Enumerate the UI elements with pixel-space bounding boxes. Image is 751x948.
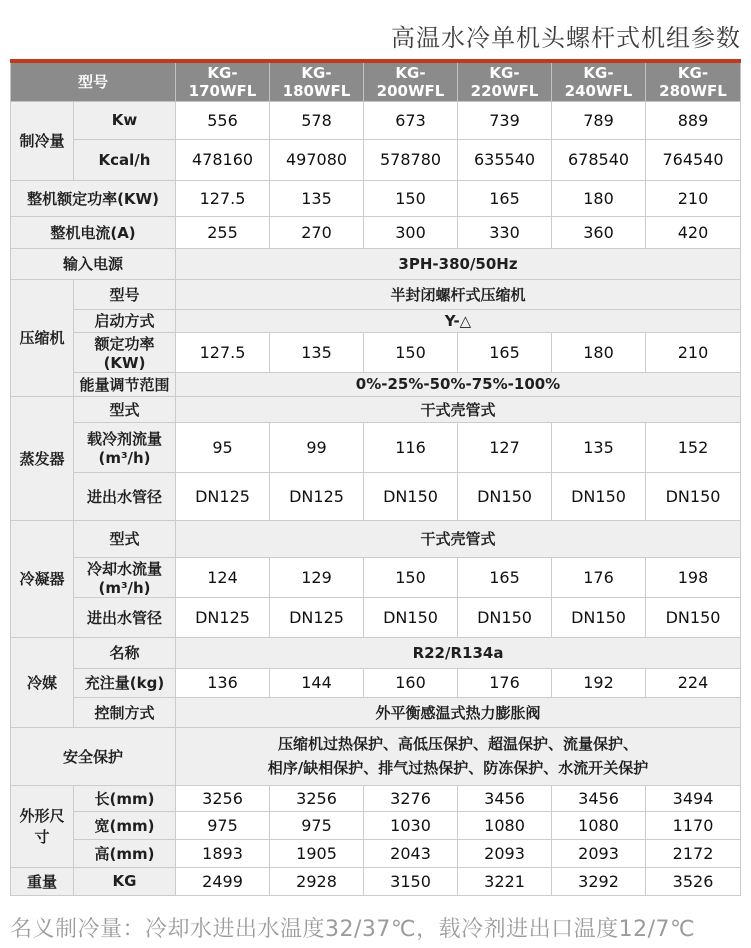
header-model-label: 型号 <box>11 61 176 101</box>
cell-value: DN125 <box>176 472 270 520</box>
model-header: KG-220WFL <box>458 61 552 101</box>
row-cooling-kw <box>11 101 741 139</box>
cell-value: 2093 <box>552 839 646 867</box>
page <box>10 18 741 943</box>
model-header: KG-240WFL <box>552 61 646 101</box>
cell-value: 150 <box>364 557 458 597</box>
cell-value: 124 <box>176 557 270 597</box>
row-cond-type <box>11 520 741 557</box>
row-label: KG <box>74 867 176 895</box>
cell-value: DN150 <box>646 472 741 520</box>
cell-value: DN150 <box>552 597 646 637</box>
group-label-refrigerant: 冷媒 <box>11 637 74 727</box>
row-label: 额定功率(KW) <box>74 332 176 372</box>
cell-value: 1080 <box>458 811 552 839</box>
row-control-mode <box>11 697 741 727</box>
span-value: 3PH-380/50Hz <box>176 248 741 279</box>
cell-value: 135 <box>270 180 364 216</box>
row-weight <box>11 867 741 895</box>
cell-value: DN150 <box>646 597 741 637</box>
page-title: 高温水冷单机头螺杆式机组参数 <box>391 24 741 52</box>
row-compressor-model <box>11 279 741 309</box>
row-current <box>11 216 741 248</box>
cell-value: 3526 <box>646 867 741 895</box>
row-energy-adjust <box>11 372 741 396</box>
cell-value: 635540 <box>458 139 552 180</box>
row-label: Kw <box>74 101 176 139</box>
row-label: 长(mm) <box>74 785 176 811</box>
row-label: 控制方式 <box>74 697 176 727</box>
cell-value: 160 <box>364 668 458 697</box>
cell-value: 3292 <box>552 867 646 895</box>
cell-value: 150 <box>364 332 458 372</box>
cell-value: 2499 <box>176 867 270 895</box>
cell-value: 300 <box>364 216 458 248</box>
row-label: 输入电源 <box>11 248 176 279</box>
cell-value: 1905 <box>270 839 364 867</box>
cell-value: 739 <box>458 101 552 139</box>
cell-value: 129 <box>270 557 364 597</box>
cell-value: 176 <box>552 557 646 597</box>
row-label: 高(mm) <box>74 839 176 867</box>
cell-value: 144 <box>270 668 364 697</box>
model-header: KG-200WFL <box>364 61 458 101</box>
cell-value: 578 <box>270 101 364 139</box>
cell-value: 3456 <box>458 785 552 811</box>
cell-value: DN150 <box>552 472 646 520</box>
cell-value: 478160 <box>176 139 270 180</box>
nominal-capacity-note: 名义制冷量：冷却水进出水温度32/37℃，载冷剂进出口温度12/7℃ <box>10 916 696 942</box>
group-label-dimensions: 外形尺寸 <box>11 785 74 867</box>
cell-value: 150 <box>364 180 458 216</box>
cell-value: 360 <box>552 216 646 248</box>
cell-value: 578780 <box>364 139 458 180</box>
span-value: 0%-25%-50%-75%-100% <box>176 372 741 396</box>
cell-value: 176 <box>458 668 552 697</box>
row-evap-type <box>11 396 741 422</box>
group-label-evaporator: 蒸发器 <box>11 396 74 520</box>
cell-value: 789 <box>552 101 646 139</box>
cell-value: 3494 <box>646 785 741 811</box>
cell-value: DN150 <box>364 597 458 637</box>
row-cooling-water-flow <box>11 557 741 597</box>
row-height <box>11 839 741 867</box>
cell-value: DN125 <box>176 597 270 637</box>
row-label: 安全保护 <box>11 727 176 785</box>
row-width <box>11 811 741 839</box>
cell-value: 889 <box>646 101 741 139</box>
cell-value: 497080 <box>270 139 364 180</box>
cell-value: 975 <box>270 811 364 839</box>
cell-value: 152 <box>646 422 741 472</box>
cell-value: 3276 <box>364 785 458 811</box>
cell-value: 2093 <box>458 839 552 867</box>
row-evap-pipe <box>11 472 741 520</box>
row-label: 冷却水流量(m³/h) <box>74 557 176 597</box>
model-header: KG-280WFL <box>646 61 741 101</box>
cell-value: 127 <box>458 422 552 472</box>
row-label: 整机电流(A) <box>11 216 176 248</box>
row-label: 进出水管径 <box>74 472 176 520</box>
cell-value: 1080 <box>552 811 646 839</box>
cell-value: DN150 <box>458 472 552 520</box>
row-label: 启动方式 <box>74 309 176 332</box>
row-label: 整机额定功率(KW) <box>11 180 176 216</box>
row-label: 型式 <box>74 396 176 422</box>
row-cond-pipe <box>11 597 741 637</box>
cell-value: 210 <box>646 180 741 216</box>
model-header: KG-180WFL <box>270 61 364 101</box>
row-charge <box>11 668 741 697</box>
group-label-weight: 重量 <box>11 867 74 895</box>
cell-value: 2172 <box>646 839 741 867</box>
row-label: 充注量(kg) <box>74 668 176 697</box>
cell-value: 127.5 <box>176 332 270 372</box>
span-value: Y-△ <box>176 309 741 332</box>
cell-value: 99 <box>270 422 364 472</box>
row-brine-flow <box>11 422 741 472</box>
cell-value: 180 <box>552 332 646 372</box>
row-label: 能量调节范围 <box>74 372 176 396</box>
cell-value: 198 <box>646 557 741 597</box>
cell-value: 255 <box>176 216 270 248</box>
cell-value: 192 <box>552 668 646 697</box>
header-row <box>11 61 741 101</box>
row-rated-power <box>11 180 741 216</box>
cell-value: 127.5 <box>176 180 270 216</box>
cell-value: 3256 <box>270 785 364 811</box>
cell-value: 210 <box>646 332 741 372</box>
span-value: 半封闭螺杆式压缩机 <box>176 279 741 309</box>
cell-value: 165 <box>458 180 552 216</box>
cell-value: 673 <box>364 101 458 139</box>
row-start-mode <box>11 309 741 332</box>
row-refrigerant-name <box>11 637 741 668</box>
row-label: 进出水管径 <box>74 597 176 637</box>
span-value: 外平衡感温式热力膨胀阀 <box>176 697 741 727</box>
cell-value: 180 <box>552 180 646 216</box>
cell-value: 556 <box>176 101 270 139</box>
row-label: 载冷剂流量(m³/h) <box>74 422 176 472</box>
row-length <box>11 785 741 811</box>
cell-value: 95 <box>176 422 270 472</box>
cell-value: 135 <box>552 422 646 472</box>
cell-value: 764540 <box>646 139 741 180</box>
cell-value: 165 <box>458 557 552 597</box>
row-label: 名称 <box>74 637 176 668</box>
spec-table <box>10 59 741 896</box>
cell-value: DN125 <box>270 597 364 637</box>
span-value: 干式壳管式 <box>176 396 741 422</box>
cell-value: 136 <box>176 668 270 697</box>
cell-value: 1893 <box>176 839 270 867</box>
row-cooling-kcal <box>11 139 741 180</box>
cell-value: 116 <box>364 422 458 472</box>
cell-value: 1170 <box>646 811 741 839</box>
cell-value: DN125 <box>270 472 364 520</box>
cell-value: 678540 <box>552 139 646 180</box>
cell-value: 420 <box>646 216 741 248</box>
group-label-condenser: 冷凝器 <box>11 520 74 637</box>
span-value: 干式壳管式 <box>176 520 741 557</box>
cell-value: 2043 <box>364 839 458 867</box>
row-power-supply <box>11 248 741 279</box>
cell-value: 224 <box>646 668 741 697</box>
cell-value: 165 <box>458 332 552 372</box>
cell-value: 1030 <box>364 811 458 839</box>
cell-value: 3456 <box>552 785 646 811</box>
group-label-compressor: 压缩机 <box>11 279 74 396</box>
row-label: 宽(mm) <box>74 811 176 839</box>
cell-value: 3150 <box>364 867 458 895</box>
row-comp-rated-power <box>11 332 741 372</box>
span-value: R22/R134a <box>176 637 741 668</box>
cell-value: 135 <box>270 332 364 372</box>
cell-value: DN150 <box>364 472 458 520</box>
cell-value: DN150 <box>458 597 552 637</box>
group-label-cooling-capacity: 制冷量 <box>11 101 74 180</box>
model-header: KG-170WFL <box>176 61 270 101</box>
row-label: 型号 <box>74 279 176 309</box>
cell-value: 2928 <box>270 867 364 895</box>
row-label: Kcal/h <box>74 139 176 180</box>
span-value: 压缩机过热保护、高低压保护、超温保护、流量保护、 相序/缺相保护、排气过热保护、防冻保护、水流开关保护 <box>176 727 741 785</box>
cell-value: 330 <box>458 216 552 248</box>
cell-value: 270 <box>270 216 364 248</box>
row-label: 型式 <box>74 520 176 557</box>
cell-value: 3221 <box>458 867 552 895</box>
cell-value: 975 <box>176 811 270 839</box>
row-safety-protection <box>11 727 741 785</box>
cell-value: 3256 <box>176 785 270 811</box>
